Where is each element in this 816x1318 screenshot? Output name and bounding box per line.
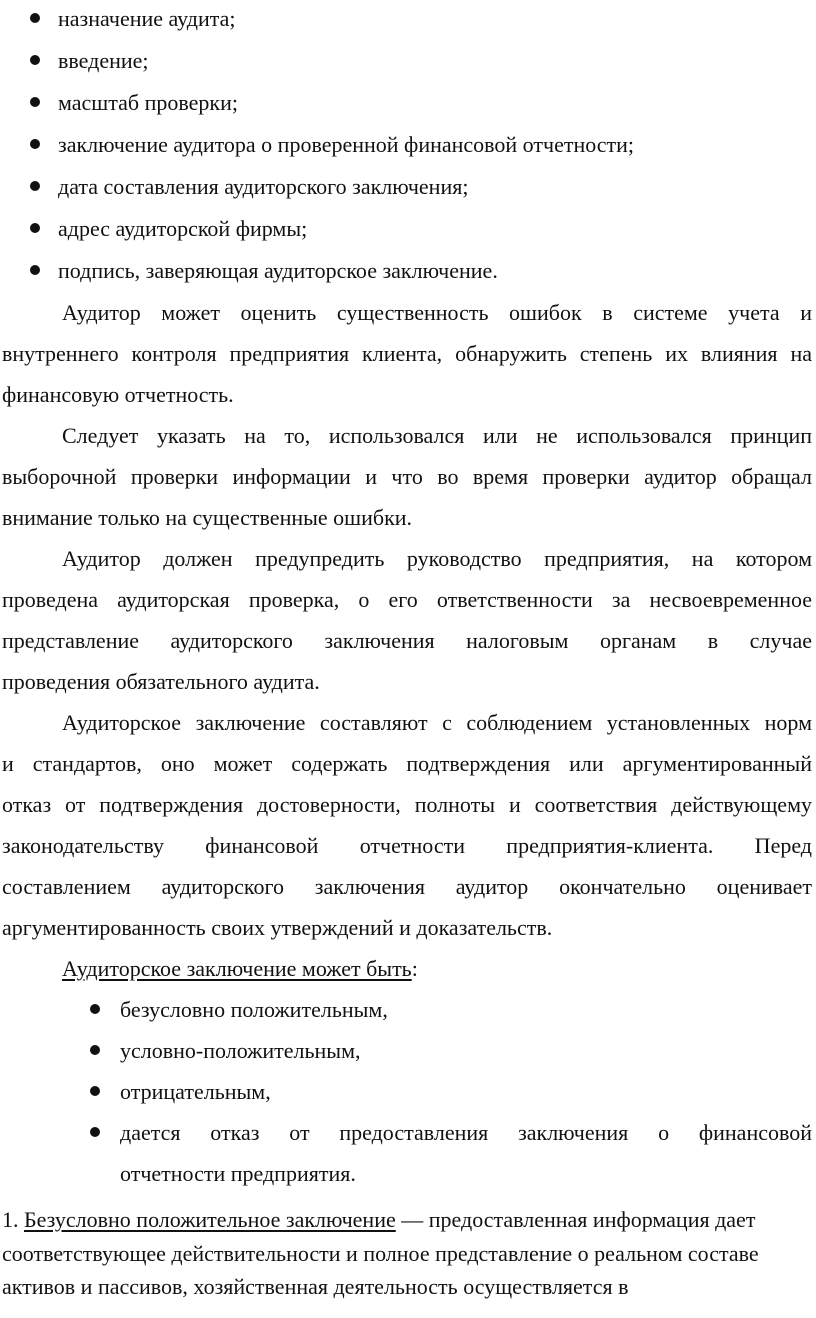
list-item: масштаб проверки;: [58, 90, 238, 115]
bullet-icon: [30, 265, 40, 275]
list-item: условно-положительным,: [120, 1038, 361, 1063]
list-item: дата составления аудиторского заключения;: [58, 174, 469, 199]
list-item: безусловно положительным,: [120, 997, 388, 1022]
paragraph-line: и стандартов, оно может содержать подтверждения или аргументированный: [2, 751, 812, 776]
paragraph-line: Аудитор должен предупредить руководство предприятия, на котором: [62, 546, 812, 571]
paragraph-line: выборочной проверки информации и что во время проверки аудитор обращал: [2, 464, 812, 489]
bullet-icon: [90, 1086, 100, 1096]
paragraph-line: аргументированность своих утверждений и доказательств.: [2, 915, 553, 940]
bullet-icon: [30, 223, 40, 233]
definition-term: Безусловно положительное заключение: [24, 1207, 396, 1232]
paragraph-line: проведена аудиторская проверка, о его ответственности за несвоевременное: [2, 587, 812, 612]
types-heading: [62, 948, 418, 989]
list-item: адрес аудиторской фирмы;: [58, 216, 308, 241]
list-item: отрицательным,: [120, 1079, 271, 1104]
bullet-icon: [90, 1127, 100, 1137]
bullet-icon: [30, 181, 40, 191]
paragraph-line: соответствующее действительности и полное представление о реальном составе: [2, 1241, 759, 1266]
paragraph-line: составлением аудиторского заключения аудитор окончательно оценивает: [2, 874, 812, 899]
paragraph-line: Следует указать на то, использовался или не использовался принцип: [62, 423, 812, 448]
list-item: подпись, заверяющая аудиторское заключение.: [58, 258, 498, 283]
paragraph-line: внимание только на существенные ошибки.: [2, 505, 413, 530]
paragraph-line: законодательству финансовой отчетности предприятия-клиента. Перед: [2, 833, 812, 858]
bullet-icon: [90, 1004, 100, 1014]
paragraph-line: отказ от подтверждения достоверности, полноты и соответствия действующему: [2, 792, 812, 817]
paragraph-line: Аудиторское заключение составляют с соблюдением установленных норм: [62, 710, 812, 735]
bullet-icon: [30, 55, 40, 65]
bullet-icon: [30, 97, 40, 107]
list-item: заключение аудитора о проверенной финансовой отчетности;: [58, 132, 635, 157]
definition-text: — предоставленная информация дает: [395, 1207, 756, 1232]
paragraph-line: внутреннего контроля предприятия клиента, обнаружить степень их влияния на: [2, 341, 812, 366]
definition-number: 1.: [2, 1207, 24, 1232]
paragraph-line: проведения обязательного аудита.: [2, 669, 320, 694]
list-item: назначение аудита;: [58, 6, 236, 31]
list-item-continuation: отчетности предприятия.: [120, 1161, 356, 1186]
paragraph-line: представление аудиторского заключения налоговым органам в случае: [2, 628, 812, 653]
bullet-icon: [30, 13, 40, 23]
paragraph-line: Аудитор может оценить существенность ошибок в системе учета и: [62, 300, 812, 325]
types-heading-text: Аудиторское заключение может быть: [62, 956, 412, 981]
bullet-icon: [30, 139, 40, 149]
paragraph-line: активов и пассивов, хозяйственная деятельность осуществляется в: [2, 1274, 629, 1299]
paragraph-line: финансовую отчетность.: [2, 382, 234, 407]
types-heading-colon: :: [411, 956, 418, 981]
list-item: дается отказ от предоставления заключения о финансовой: [120, 1120, 812, 1145]
bullet-icon: [90, 1045, 100, 1055]
list-item: введение;: [58, 48, 149, 73]
definition-first-line: [2, 1202, 755, 1238]
